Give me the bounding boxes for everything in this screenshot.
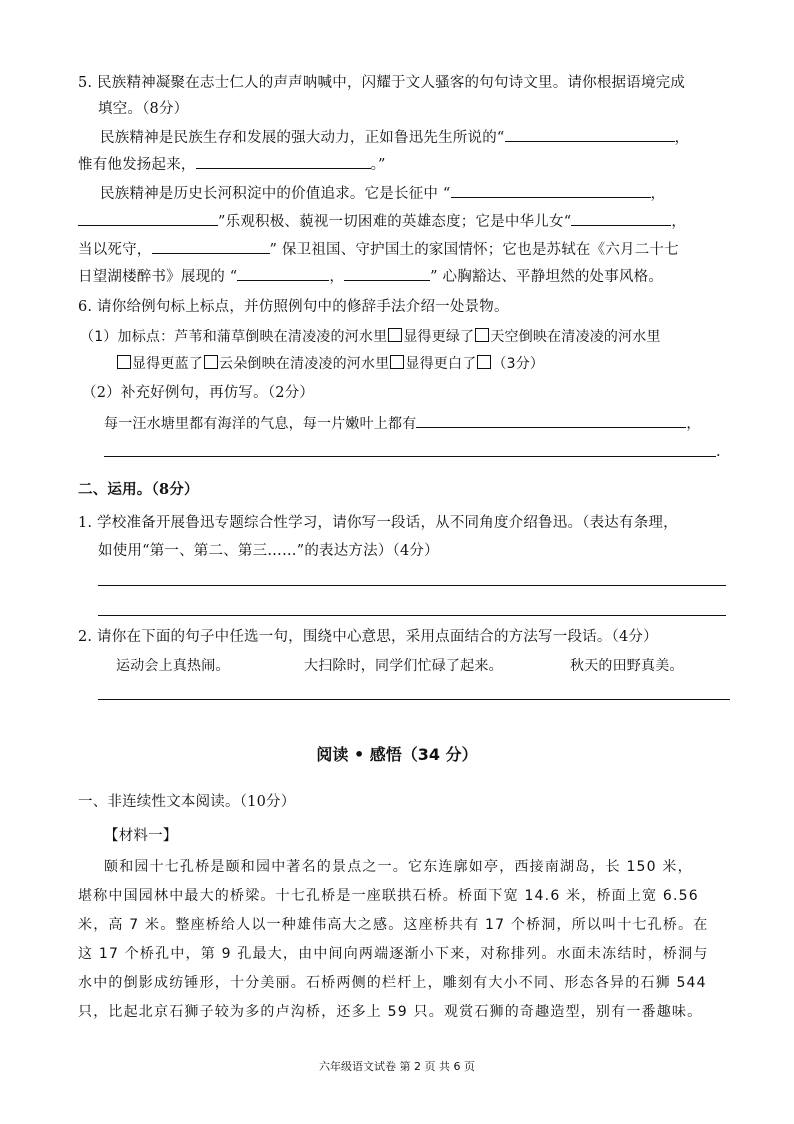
fill-blank[interactable] (451, 183, 651, 198)
q6-s1-text-a: （1）加标点：芦苇和蒲草倒映在清凌凌的河水里 (80, 329, 388, 345)
punct-box[interactable] (388, 328, 402, 342)
sec2-option3: 秋天的田野真美。 (570, 658, 684, 674)
q5-p1-text-c: 惟有他发扬起来， (78, 157, 196, 173)
q5-p2-comma2: ， (671, 214, 687, 230)
reading-part1-title: 一、非连续性文本阅读。（10分） (78, 794, 296, 810)
q6-sub2-line1 (104, 413, 701, 434)
material-line-6: 只，比起北京石狮子较为多的卢沟桥，还多上 59 只。观赏石狮的奇趣造型，别有一番趣味。 (78, 1004, 703, 1020)
fill-blank[interactable] (237, 266, 329, 281)
punct-box[interactable] (117, 355, 131, 369)
punct-box[interactable] (475, 328, 489, 342)
material-line-2: 堪称中国园林中最大的桥梁。十七孔桥是一座联拱石桥。桥面下宽 14.6 米，桥面上宽 6.56 (78, 888, 699, 904)
page-footer: 六年级语文试卷 第 2 页 共 6 页 (319, 1060, 475, 1073)
sec2-option2: 大扫除时，同学们忙碌了起来。 (304, 658, 503, 674)
q5-p2-text-c: ”乐观积极、藐视一切困难的英雄态度；它是中华儿女“ (218, 214, 572, 230)
q6-sub2: （2）补充好例句，再仿写。（2分） (82, 385, 315, 401)
q6-s1-text-d: 显得更蓝了 (132, 356, 203, 372)
q5-p1-comma: ， (674, 130, 690, 146)
q5-para2-line3 (78, 239, 679, 260)
sec2-q2: 2. 请你在下面的句子中任选一句，围绕中心意思，采用点面结合的方法写一段话。（4分） (78, 629, 658, 645)
answer-line[interactable] (98, 585, 726, 586)
q5-line1: 5. 民族精神凝聚在志士仁人的声声呐喊中，闪耀于文人骚客的句句诗文里。请你根据语境完成 (78, 75, 686, 91)
q6-s1-text-b: 显得更绿了 (403, 329, 475, 345)
q6-s1-text-f: 显得更白了 (405, 356, 477, 372)
q5-line2: 填空。（8分） (98, 101, 189, 117)
material-line-3: 米，高 7 米。整座桥给人以一种雄伟高大之感。这座桥共有 17 个桥洞，所以叫十七孔桥。在 (78, 917, 709, 933)
fill-blank[interactable] (416, 413, 686, 428)
punct-box[interactable] (204, 355, 218, 369)
q5-p2-text-a: 民族精神是历史长河积淀中的价值追求。它是长征中 “ (100, 186, 451, 202)
material-label: 【材料一】 (104, 828, 178, 844)
q5-para2-line2 (78, 211, 686, 232)
q5-p1-text-d: 。” (370, 157, 386, 173)
fill-blank[interactable] (152, 239, 270, 254)
answer-line[interactable] (104, 456, 716, 457)
q6-s1-text-e: 云朵倒映在清凌凌的河水里 (219, 356, 390, 372)
q6-s2-comma: ， (686, 416, 701, 432)
q5-p2-text-e: 当以死守， (78, 242, 152, 258)
q6-s2-text-a: 每一汪水塘里都有海洋的气息，每一片嫩叶上都有 (104, 416, 417, 432)
q6-s2-period: . (716, 444, 721, 460)
q5-p2-text-f: ” 保卫祖国、守护国土的家国情怀；它也是苏轼在《六月二十七 (269, 242, 679, 258)
q5-p2-comma3: ， (329, 269, 345, 285)
section2-title: 二、运用。（8分） (78, 481, 199, 498)
q5-p2-text-i: ” 心胸豁达、平静坦然的处事风格。 (430, 269, 664, 285)
punct-box[interactable] (390, 355, 404, 369)
q6-sub1-line2 (116, 354, 544, 374)
answer-line[interactable] (98, 615, 726, 616)
punct-box[interactable] (477, 355, 491, 369)
q5-p2-comma: ， (650, 186, 666, 202)
material-line-4: 这 17 个桥孔中，第 9 孔最大，由中间向两端逐渐小下来，对称排列。水面未冻结时，桥洞与 (78, 946, 709, 962)
fill-blank[interactable] (196, 154, 371, 169)
sec2-q1-line1: 1. 学校准备开展鲁迅专题综合性学习，请你写一段话，从不同角度介绍鲁迅。（表达有条理， (78, 515, 678, 531)
q5-para2-line1 (100, 183, 665, 204)
q6-s1-text-c: 天空倒映在清凌凌的河水里 (490, 329, 661, 345)
reading-section-heading: 阅读 • 感悟（34 分） (316, 745, 478, 764)
q5-p2-text-g: 日望湖楼醉书》展现的 “ (78, 269, 238, 285)
q6-s1-score: （3分） (492, 356, 545, 372)
q6-title: 6. 请你给例句标上标点，并仿照例句中的修辞手法介绍一处景物。 (78, 299, 509, 315)
q5-para1-line2 (78, 154, 386, 175)
fill-blank[interactable] (505, 127, 675, 142)
material-line-5: 水中的倒影成纺锤形，十分美丽。石桥两侧的栏杆上，雕刻有大小不同、形态各异的石狮 544 (78, 975, 707, 991)
fill-blank[interactable] (78, 211, 218, 226)
q5-p1-text-a: 民族精神是民族生存和发展的强大动力，正如鲁迅先生所说的“ (100, 130, 505, 146)
fill-blank[interactable] (344, 266, 430, 281)
sec2-option1: 运动会上真热闹。 (116, 658, 230, 674)
q5-para1-line1 (100, 127, 689, 148)
fill-blank[interactable] (571, 211, 671, 226)
q6-sub1-line1 (80, 327, 661, 347)
sec2-q1-line2: 如使用“第一、第二、第三……”的表达方法）（4分） (98, 543, 439, 559)
answer-line[interactable] (98, 699, 730, 700)
q5-para2-line4 (78, 266, 663, 287)
material-line-1: 颐和园十七孔桥是颐和园中著名的景点之一。它东连廓如亭，西接南湖岛，长 150 米， (104, 859, 693, 875)
